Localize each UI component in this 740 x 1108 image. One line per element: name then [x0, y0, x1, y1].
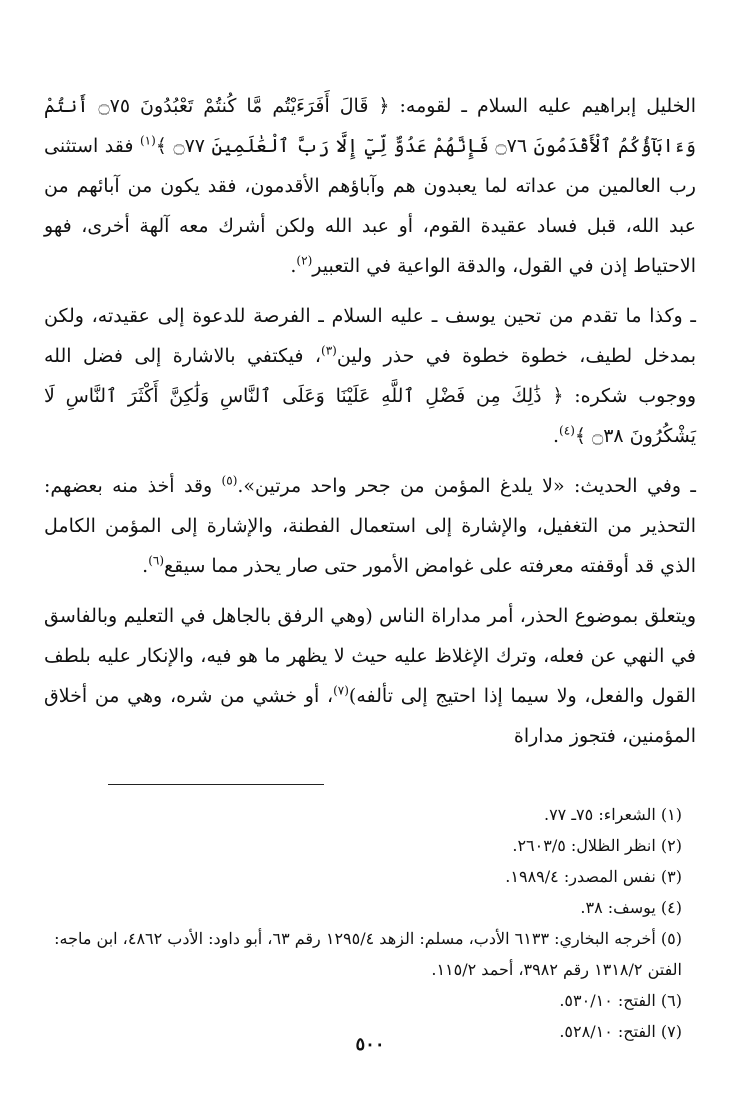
- paragraph-text: ـ وكذا ما تقدم من تحين يوسف ـ عليه السلام ـ الفرصة للدعوة إلى عقيدته، ولكن بمدخل لطيف، خطوة خطوة في حذر ولين: [44, 305, 696, 367]
- footnote-item: (٤) يوسف: ٣٨.: [580, 898, 682, 917]
- footnote-item: (١) الشعراء: ٧٥ـ ٧٧.: [543, 805, 682, 824]
- paragraph-2: [44, 296, 696, 456]
- paragraph-text: ، فيكتفي بالاشارة إلى فضل الله ووجوب شكره:: [44, 345, 696, 407]
- footnote-reference: (٧): [333, 683, 349, 698]
- footnote-item: (٣) نفس المصدر: ١٩٨٩/٤.: [505, 867, 682, 886]
- paragraph-4: [44, 596, 696, 756]
- paragraph-text: فقد استثنى رب العالمين من عداته لما يعبدون هم وآباؤهم الأقدمون، فقد يكون من آبائهم من عبد الله، قبل فساد عقيدة القوم، أو عبد الله ولكن أشرك معه آلهة أخرى، فهو الاحتياط إذن في القول، والدقة الواعية في التعبير: [44, 135, 696, 277]
- paragraph-text: .: [142, 555, 149, 577]
- paragraph-text: الخليل إبراهيم عليه السلام ـ لقومه:: [389, 95, 696, 117]
- footnote-separator: [108, 784, 324, 785]
- paragraph-1: [44, 86, 696, 286]
- footnotes-list: [44, 799, 696, 1047]
- paragraph-text: .: [290, 255, 297, 277]
- paragraph-text: ويتعلق بموضوع الحذر، أمر مداراة الناس (وهي الرفق بالجاهل في التعليم وبالفاسق في النهي عن فعله، وترك الإغلاظ عليه حيث لا يظهر ما هو فيه، والإنكار عليه بلطف القول والفعل، ولا سيما إذا احتيج إلى تألفه): [44, 605, 696, 707]
- footnote-item: (٢) انظر الظلال: ٢٦٠٣/٥.: [512, 836, 682, 855]
- paragraph-text: .: [553, 425, 560, 447]
- paragraph-3: [44, 466, 696, 586]
- body-text: [44, 86, 696, 756]
- paragraph-text: ، أو خشي من شره، وهي من أخلاق المؤمنين، فتجوز مداراة: [44, 685, 696, 747]
- footnote-item: (٧) الفتح: ٥٢٨/١٠.: [559, 1022, 682, 1041]
- footnote-reference: (٦): [148, 553, 165, 568]
- paragraph-text: ـ وفي الحديث: «لا يلدغ المؤمن من جحر واحد مرتين».: [237, 475, 696, 497]
- page-number: ٥٠٠: [355, 1034, 385, 1055]
- quran-verse: ﴿ ذَٰلِكَ مِن فَضْلِ ٱللَّهِ عَلَيْنَا وَعَلَى ٱلنَّاسِ وَلَٰكِنَّ أَكْثَرَ ٱلنَّاسِ لَا يَشْكُرُونَ ۝٣٨ ﴾: [44, 385, 696, 447]
- footnote-reference: (٥): [221, 473, 238, 488]
- paragraph-text: وقد أخذ منه بعضهم: التحذير من التغفيل، والإشارة إلى استعمال الفطنة، والإشارة إلى المؤمن الكامل الذي قد أوقفته معرفته على غوامض الأمور حتى صار يحذر مما سيقع: [44, 475, 696, 577]
- footnote-reference: (١): [139, 133, 156, 148]
- footnote-reference: (٣): [321, 343, 337, 358]
- footnote-item: (٥) أخرجه البخاري: ٦١٣٣ الأدب، مسلم: الزهد ١٢٩٥/٤ رقم ٦٣، أبو داود: الأدب ٤٨٦٢، ابن ماجه: الفتن ١٣١٨/٢ رقم ٣٩٨٢، أحمد ١١٥/٢.: [54, 929, 682, 979]
- footnote-reference: (٤): [559, 423, 575, 438]
- footnote-reference: (٢): [296, 253, 313, 268]
- footnote-item: (٦) الفتح: ٥٣٠/١٠.: [559, 991, 682, 1010]
- quran-verse: ﴿ قَالَ أَفَرَءَيْتُم مَّا كُنتُمْ تَعْبُدُونَ ۝٧٥ أَنتُمْ وَءَابَآؤُكُمُ ٱلْأَقْدَمُونَ ۝٧٦ فَإِنَّهُمْ عَدُوٌّ لِّيٓ إِلَّا رَبَّ ٱلْعَٰلَمِينَ ۝٧٧ ﴾: [44, 95, 696, 157]
